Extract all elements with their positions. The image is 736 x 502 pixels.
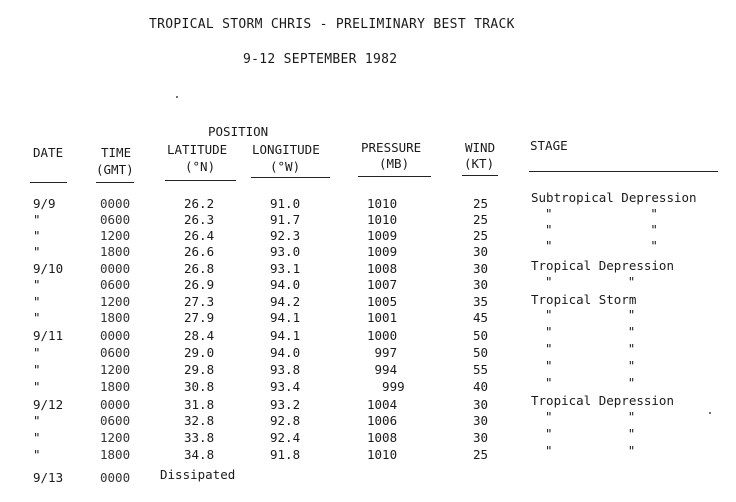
header-longitude: LONGITUDE [252, 142, 320, 157]
cell-wind: 55 [473, 362, 489, 377]
header-pressure-unit: (MB) [379, 156, 410, 171]
cell-time: 0600 [100, 413, 131, 428]
cell-latitude: 26.8 [184, 261, 215, 276]
header-time-unit: (GMT) [96, 162, 134, 177]
cell-latitude: 33.8 [184, 430, 215, 445]
cell-wind: 35 [473, 294, 489, 309]
cell-stage: " " [545, 307, 636, 322]
cell-time: 1800 [100, 379, 131, 394]
cell-time: 1800 [100, 447, 131, 462]
cell-pressure: 1010 [367, 212, 398, 227]
table-row [0, 443, 736, 464]
cell-wind: 40 [473, 379, 489, 394]
cell-stage: " " [545, 222, 658, 237]
cell-longitude: 94.0 [270, 345, 301, 360]
header-stage: STAGE [530, 138, 568, 153]
cell-stage: " " [545, 443, 636, 458]
cell-longitude: 91.8 [270, 447, 301, 462]
cell-stage: " " [545, 341, 636, 356]
cell-wind: 50 [473, 328, 489, 343]
cell-pressure: 1000 [367, 328, 398, 343]
cell-date: " [33, 413, 41, 428]
cell-time: 1200 [100, 362, 131, 377]
cell-latitude: 26.4 [184, 228, 215, 243]
cell-stage: " " [545, 358, 636, 373]
cell-pressure: 999 [367, 379, 405, 394]
cell-wind: 45 [473, 310, 489, 325]
cell-date: 9/9 [33, 196, 56, 211]
header-latitude-unit: (°N) [185, 159, 216, 174]
cell-date: " [33, 228, 41, 243]
cell-pressure: 1005 [367, 294, 398, 309]
cell-time: 1200 [100, 228, 131, 243]
cell-time: 1800 [100, 244, 131, 259]
cell-latitude: 27.3 [184, 294, 215, 309]
header-latitude: LATITUDE [167, 142, 228, 157]
cell-time: 0000 [100, 470, 131, 485]
cell-stage: Tropical Depression [531, 258, 674, 273]
cell-wind: 50 [473, 345, 489, 360]
cell-longitude: 92.3 [270, 228, 301, 243]
cell-date: 9/10 [33, 261, 64, 276]
table-row-final [0, 467, 736, 487]
cell-longitude: 93.2 [270, 397, 301, 412]
cell-wind: 25 [473, 212, 489, 227]
cell-wind: 30 [473, 430, 489, 445]
cell-pressure: 1007 [367, 277, 398, 292]
cell-longitude: 92.4 [270, 430, 301, 445]
header-longitude-unit: (°W) [270, 159, 301, 174]
header-rule-longitude [251, 177, 330, 178]
cell-longitude: 92.8 [270, 413, 301, 428]
cell-wind: 30 [473, 277, 489, 292]
cell-longitude: 94.1 [270, 310, 301, 325]
cell-stage: " " [545, 375, 636, 390]
cell-longitude: 94.2 [270, 294, 301, 309]
cell-latitude: 30.8 [184, 379, 215, 394]
header-wind: WIND [465, 140, 496, 155]
cell-pressure: 1008 [367, 261, 398, 276]
cell-stage: Tropical Depression [531, 393, 674, 408]
cell-date: " [33, 294, 41, 309]
page-subtitle: 9-12 SEPTEMBER 1982 [243, 52, 398, 67]
cell-latitude: 32.8 [184, 413, 215, 428]
cell-longitude: 91.0 [270, 196, 301, 211]
cell-latitude: 26.2 [184, 196, 215, 211]
cell-date: 9/11 [33, 328, 64, 343]
cell-pressure: 1010 [367, 447, 398, 462]
cell-latitude: 29.0 [184, 345, 215, 360]
header-rule-time [96, 182, 134, 183]
cell-longitude: 91.7 [270, 212, 301, 227]
cell-stage: " " [545, 238, 658, 253]
header-position: POSITION [208, 124, 269, 139]
cell-time: 0000 [100, 328, 131, 343]
header-rule-wind [462, 175, 498, 176]
cell-time: 1200 [100, 294, 131, 309]
cell-date: " [33, 447, 41, 462]
cell-date: " [33, 345, 41, 360]
cell-latitude: 34.8 [184, 447, 215, 462]
cell-date: " [33, 362, 41, 377]
cell-wind: 25 [473, 447, 489, 462]
cell-date: " [33, 244, 41, 259]
header-rule-date [30, 182, 67, 183]
cell-stage: " " [545, 206, 658, 221]
cell-date: " [33, 430, 41, 445]
cell-pressure: 1008 [367, 430, 398, 445]
cell-latitude: 29.8 [184, 362, 215, 377]
cell-wind: 30 [473, 397, 489, 412]
cell-latitude: 28.4 [184, 328, 215, 343]
cell-stage: Subtropical Depression [531, 190, 697, 205]
cell-pressure: 1010 [367, 196, 398, 211]
cell-stage: Tropical Storm [531, 292, 637, 307]
cell-longitude: 93.1 [270, 261, 301, 276]
cell-longitude: 94.1 [270, 328, 301, 343]
cell-longitude: 93.8 [270, 362, 301, 377]
header-rule-latitude [165, 180, 236, 181]
cell-latitude: 31.8 [184, 397, 215, 412]
cell-pressure: 1009 [367, 228, 398, 243]
header-time: TIME [101, 145, 132, 160]
cell-stage: " " [545, 324, 636, 339]
cell-wind: 30 [473, 244, 489, 259]
cell-stage: " " [545, 274, 636, 289]
header-wind-unit: (KT) [464, 156, 495, 171]
cell-dissipated-note: Dissipated [160, 467, 236, 482]
cell-time: 0600 [100, 212, 131, 227]
scan-speck [176, 96, 178, 98]
cell-date: 9/12 [33, 397, 64, 412]
cell-time: 0000 [100, 196, 131, 211]
cell-latitude: 26.6 [184, 244, 215, 259]
cell-wind: 25 [473, 228, 489, 243]
cell-latitude: 27.9 [184, 310, 215, 325]
cell-date: " [33, 379, 41, 394]
cell-latitude: 26.3 [184, 212, 215, 227]
cell-latitude: 26.9 [184, 277, 215, 292]
header-date: DATE [33, 145, 64, 160]
cell-date: 9/13 [33, 470, 64, 485]
cell-time: 0000 [100, 261, 131, 276]
cell-date: " [33, 277, 41, 292]
header-rule-stage [529, 171, 718, 172]
cell-longitude: 93.0 [270, 244, 301, 259]
cell-time: 1800 [100, 310, 131, 325]
cell-longitude: 94.0 [270, 277, 301, 292]
cell-pressure: 1009 [367, 244, 398, 259]
cell-time: 1200 [100, 430, 131, 445]
header-pressure: PRESSURE [361, 140, 422, 155]
cell-pressure: 1006 [367, 413, 398, 428]
cell-stage: " " [545, 409, 636, 424]
cell-time: 0600 [100, 277, 131, 292]
cell-pressure: 997 [367, 345, 398, 360]
cell-longitude: 93.4 [270, 379, 301, 394]
header-rule-pressure [358, 176, 431, 177]
cell-date: " [33, 212, 41, 227]
cell-time: 0000 [100, 397, 131, 412]
cell-wind: 25 [473, 196, 489, 211]
cell-date: " [33, 310, 41, 325]
cell-wind: 30 [473, 261, 489, 276]
cell-wind: 30 [473, 413, 489, 428]
cell-pressure: 1004 [367, 397, 398, 412]
page-title: TROPICAL STORM CHRIS - PRELIMINARY BEST TRACK [149, 17, 515, 32]
cell-stage: " " [545, 426, 636, 441]
cell-time: 0600 [100, 345, 131, 360]
cell-pressure: 994 [367, 362, 398, 377]
cell-pressure: 1001 [367, 310, 398, 325]
